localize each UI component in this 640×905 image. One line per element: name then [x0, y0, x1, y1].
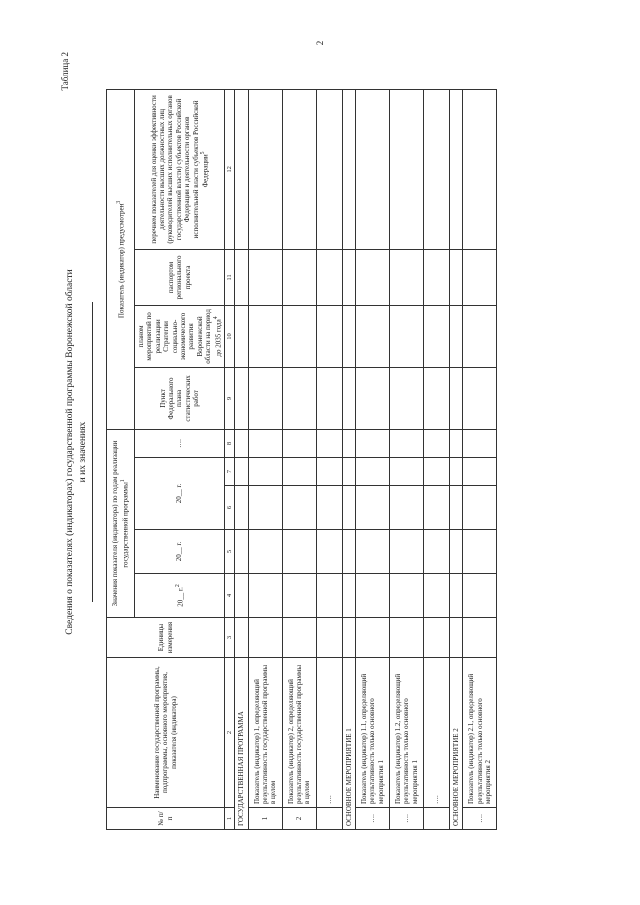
table-row	[390, 89, 424, 829]
empty-cell	[450, 618, 463, 658]
header-regional-project: паспортом регионального проекта	[135, 249, 225, 305]
empty-cell	[463, 249, 497, 305]
empty-cell	[235, 458, 248, 486]
empty-cell	[235, 530, 248, 574]
empty-cell	[235, 305, 248, 367]
column-number-row	[225, 89, 235, 829]
empty-cell	[390, 305, 424, 367]
empty-cell	[316, 367, 342, 429]
header-fed-plan: Пункт Федерального плана статистических работ	[135, 367, 225, 429]
column-number: 3	[225, 618, 235, 658]
empty-cell	[282, 429, 316, 457]
empty-cell	[450, 458, 463, 486]
indicator-name: Показатель (индикатор) 2.1, определяющий результативность только основного мероприятия 2	[463, 658, 497, 808]
indicator-name: Показатель (индикатор) 1, определяющий результативность государственной программы в целом	[248, 658, 282, 808]
empty-cell	[463, 618, 497, 658]
empty-cell	[248, 367, 282, 429]
empty-cell	[342, 367, 355, 429]
empty-cell	[282, 458, 316, 486]
row-number	[424, 808, 450, 830]
row-number	[316, 808, 342, 830]
empty-cell	[390, 367, 424, 429]
empty-cell	[316, 305, 342, 367]
empty-cell	[282, 249, 316, 305]
empty-cell	[248, 458, 282, 486]
column-number: 5	[225, 530, 235, 574]
column-number: 6	[225, 486, 235, 530]
indicator-name: Показатель (индикатор) 2, определяющий результативность государственной программы в целом	[282, 658, 316, 808]
empty-cell	[282, 305, 316, 367]
empty-cell	[235, 249, 248, 305]
column-number: 9	[225, 367, 235, 429]
empty-cell	[356, 305, 390, 367]
column-number: 1	[225, 808, 235, 830]
footnote-mark-4: 4	[212, 316, 219, 320]
footnote-mark-5: 5	[199, 151, 206, 155]
empty-cell	[248, 574, 282, 618]
empty-cell	[424, 89, 450, 249]
header-strategy-text: планом мероприятий по реализации Стратегии социально-экономического развития Воронежской области на период до 2035 года	[137, 309, 222, 364]
header-indicator-group-text: Показатель (индикатор) предусмотрен	[116, 203, 125, 319]
empty-cell	[424, 367, 450, 429]
empty-cell	[248, 305, 282, 367]
empty-cell	[463, 458, 497, 486]
column-number: 2	[225, 658, 235, 808]
empty-cell	[463, 367, 497, 429]
empty-cell	[356, 486, 390, 530]
table-row	[316, 89, 342, 829]
empty-cell	[463, 574, 497, 618]
empty-cell	[342, 486, 355, 530]
empty-cell	[235, 486, 248, 530]
empty-cell	[424, 618, 450, 658]
empty-cell	[463, 89, 497, 249]
empty-cell	[463, 429, 497, 457]
table-row	[356, 89, 390, 829]
empty-cell	[248, 618, 282, 658]
column-number: 11	[225, 249, 235, 305]
empty-cell	[282, 574, 316, 618]
empty-cell	[248, 530, 282, 574]
header-year-1-text: 20__ г.	[176, 587, 185, 607]
empty-cell	[424, 574, 450, 618]
empty-cell	[248, 89, 282, 249]
empty-cell	[424, 486, 450, 530]
title-line-2: и их значениях	[77, 421, 88, 483]
empty-cell	[282, 367, 316, 429]
empty-cell	[424, 305, 450, 367]
title-line-1: Сведения о показателях (индикаторах) государственной программы Воронежской области	[65, 269, 75, 635]
column-number: 10	[225, 305, 235, 367]
indicator-name: ….	[424, 658, 450, 808]
table-body	[225, 89, 497, 829]
column-number: 12	[225, 89, 235, 249]
empty-cell	[248, 486, 282, 530]
footnote-mark-3: 3	[115, 200, 122, 204]
indicators-table	[106, 89, 497, 830]
indicator-name: ….	[316, 658, 342, 808]
empty-cell	[390, 89, 424, 249]
header-unit: Единицы измерения	[107, 618, 225, 658]
section-row	[235, 89, 248, 829]
empty-cell	[356, 458, 390, 486]
empty-cell	[316, 249, 342, 305]
empty-cell	[450, 486, 463, 530]
empty-cell	[390, 486, 424, 530]
section-row	[450, 89, 463, 829]
empty-cell	[463, 305, 497, 367]
section-title: ГОСУДАРСТВЕННАЯ ПРОГРАММА	[235, 658, 248, 830]
empty-cell	[282, 486, 316, 530]
empty-cell	[450, 367, 463, 429]
row-number: ….	[356, 808, 390, 830]
row-number: ….	[463, 808, 497, 830]
table-row	[282, 89, 316, 829]
empty-cell	[342, 89, 355, 249]
header-indicator-group	[107, 89, 135, 429]
empty-cell	[450, 305, 463, 367]
empty-cell	[356, 249, 390, 305]
row-number: 2	[282, 808, 316, 830]
table-row	[463, 89, 497, 829]
empty-cell	[450, 89, 463, 249]
footnote-mark-1: 1	[119, 479, 126, 483]
empty-cell	[342, 618, 355, 658]
column-number: 7	[225, 458, 235, 486]
header-number: № п/п	[107, 808, 225, 830]
empty-cell	[356, 429, 390, 457]
empty-cell	[316, 429, 342, 457]
empty-cell	[316, 574, 342, 618]
empty-cell	[390, 458, 424, 486]
header-year-more: ….	[135, 429, 225, 457]
empty-cell	[424, 429, 450, 457]
empty-cell	[342, 305, 355, 367]
empty-cell	[248, 429, 282, 457]
empty-cell	[356, 89, 390, 249]
empty-cell	[356, 530, 390, 574]
section-title: ОСНОВНОЕ МЕРОПРИЯТИЕ 1	[342, 658, 355, 830]
document-title	[64, 42, 93, 862]
footnote-mark-2: 2	[174, 584, 181, 588]
empty-cell	[450, 574, 463, 618]
empty-cell	[282, 530, 316, 574]
empty-cell	[342, 574, 355, 618]
empty-cell	[282, 89, 316, 249]
empty-cell	[424, 530, 450, 574]
empty-cell	[390, 574, 424, 618]
empty-cell	[235, 618, 248, 658]
header-year-3: 20__ г.	[135, 458, 225, 530]
empty-cell	[235, 429, 248, 457]
empty-cell	[235, 89, 248, 249]
empty-cell	[356, 367, 390, 429]
empty-cell	[390, 429, 424, 457]
rotated-page-content	[60, 42, 580, 862]
empty-cell	[342, 249, 355, 305]
empty-cell	[390, 530, 424, 574]
indicator-name: Показатель (индикатор) 1.1, определяющий результативность только основного мероприятия 1	[356, 658, 390, 808]
indicator-name: Показатель (индикатор) 1.2, определяющий результативность только основного мероприятия 1	[390, 658, 424, 808]
table-row	[248, 89, 282, 829]
empty-cell	[450, 530, 463, 574]
empty-cell	[390, 249, 424, 305]
header-values-group-text: Значения показателя (индикатора) по годам реализации государственной программы	[111, 440, 130, 607]
header-effectiveness-text: перечнем показателей для оценки эффективности деятельности высших должностных лиц (руководителей высших исполнительных органов государственной власти) субъектов Российской Федерации и деятельности органов исполнительной власти субъектов Российской Федерации	[149, 95, 210, 244]
title-underline	[92, 302, 93, 602]
empty-cell	[342, 530, 355, 574]
empty-cell	[342, 429, 355, 457]
empty-cell	[390, 618, 424, 658]
empty-cell	[463, 486, 497, 530]
empty-cell	[342, 458, 355, 486]
column-number: 4	[225, 574, 235, 618]
empty-cell	[282, 618, 316, 658]
header-year-1	[135, 574, 225, 618]
row-number: 1	[248, 808, 282, 830]
empty-cell	[235, 367, 248, 429]
table-row	[424, 89, 450, 829]
empty-cell	[450, 249, 463, 305]
empty-cell	[248, 249, 282, 305]
empty-cell	[424, 458, 450, 486]
row-number: ….	[390, 808, 424, 830]
column-number: 8	[225, 429, 235, 457]
table-label: Таблица 2	[60, 52, 70, 91]
header-effectiveness	[135, 89, 225, 249]
empty-cell	[316, 458, 342, 486]
empty-cell	[463, 530, 497, 574]
header-name: Наименование государственной программы, подпрограммы, основного мероприятия, показателя (индикатора)	[107, 658, 225, 808]
header-values-group	[107, 429, 135, 617]
page-number: 2	[315, 40, 325, 46]
empty-cell	[316, 618, 342, 658]
empty-cell	[356, 574, 390, 618]
section-title: ОСНОВНОЕ МЕРОПРИЯТИЕ 2	[450, 658, 463, 830]
section-row	[342, 89, 355, 829]
empty-cell	[424, 249, 450, 305]
empty-cell	[235, 574, 248, 618]
header-year-2: 20__ г.	[135, 530, 225, 574]
empty-cell	[316, 486, 342, 530]
empty-cell	[316, 89, 342, 249]
empty-cell	[316, 530, 342, 574]
empty-cell	[356, 618, 390, 658]
empty-cell	[450, 429, 463, 457]
header-strategy	[135, 305, 225, 367]
